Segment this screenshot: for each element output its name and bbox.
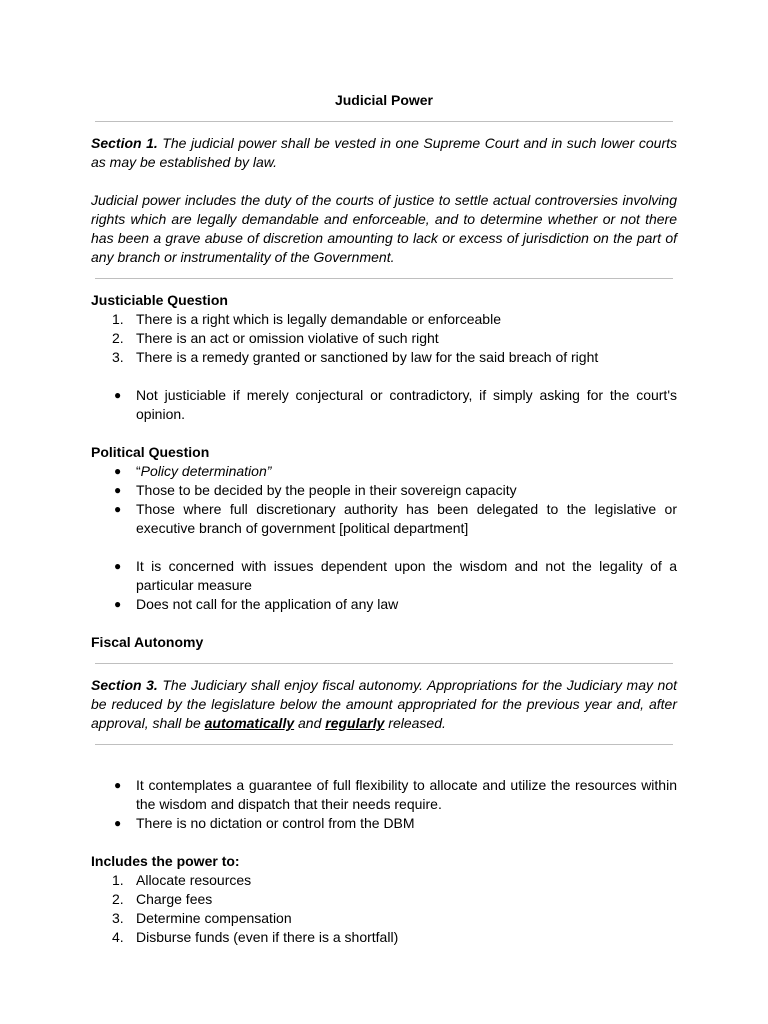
list-item: ● Does not call for the application of any law [114,596,399,612]
bullet-icon: ● [114,778,122,792]
bullet-icon: ● [114,597,122,611]
list-item: 2. Charge fees [112,891,213,907]
justiciable-heading: Justiciable Question [91,292,228,308]
page-title: Judicial Power [334,92,434,108]
list-item: ● Not justiciable if merely conjectural or contradictory, if simply asking for the court's opinion. [114,387,677,422]
section-1-text: The judicial power shall be vested in one Supreme Court and in such lower courts as may be established by law. [91,135,677,170]
justiciable-notes [91,386,677,424]
justiciable-list [91,310,677,367]
divider [95,744,673,745]
includes-heading: Includes the power to: [91,853,240,869]
list-item: ● Those where full discretionary authority has been delegated to the legislative or executive branch of government [political department] [114,501,677,536]
political-notes [91,557,677,614]
list-item: ● “Policy determination” [114,463,272,479]
list-item: 1. There is a right which is legally demandable or enforceable [112,311,501,327]
fiscal-heading: Fiscal Autonomy [91,634,204,650]
list-item: 3. Determine compensation [112,910,292,926]
divider [95,663,673,664]
bullet-icon: ● [114,464,122,478]
list-item: 1. Allocate resources [112,872,252,888]
list-item: ● There is no dictation or control from the DBM [114,815,415,831]
political-heading: Political Question [91,444,210,460]
section-3-label: Section 3. [91,677,158,693]
list-item: ● Those to be decided by the people in their sovereign capacity [114,482,517,498]
list-item: ● It is concerned with issues dependent upon the wisdom and not the legality of a particular measure [114,558,677,593]
bullet-icon: ● [114,388,122,402]
document-body [91,91,677,947]
fiscal-list [91,776,677,833]
emphasis-automatically: automatically [204,715,295,731]
section-1-label: Section 1. [91,135,158,151]
includes-list [91,871,677,947]
divider [95,278,673,279]
list-item: 2. There is an act or omission violative of such right [112,330,439,346]
divider [95,121,673,122]
bullet-icon: ● [114,559,122,573]
list-item: 3. There is a remedy granted or sanctioned by law for the said breach of right [112,349,599,365]
list-item: ● It contemplates a guarantee of full flexibility to allocate and utilize the resources within the wisdom and dispatch that their needs require. [114,777,677,812]
section-1-paragraph [91,134,677,172]
section-3-paragraph: Section 3. The Judiciary shall enjoy fiscal autonomy. Appropriations for the Judiciary may not be reduced by the legislature below the amount appropriated for the previous year and, after approval, shall be automatically and regularly released. [91,677,677,731]
judicial-power-paragraph: Judicial power includes the duty of the courts of justice to settle actual controversies involving rights which are legally demandable and enforceable, and to determine whether or not there has been a grave abuse of discretion amounting to lack or excess of jurisdiction on the part of any branch or instrumentality of the Government. [91,192,677,265]
political-list [91,462,677,538]
bullet-icon: ● [114,502,122,516]
bullet-icon: ● [114,483,122,497]
bullet-icon: ● [114,816,122,830]
list-item: 4. Disburse funds (even if there is a shortfall) [112,929,399,945]
emphasis-regularly: regularly [325,715,385,731]
